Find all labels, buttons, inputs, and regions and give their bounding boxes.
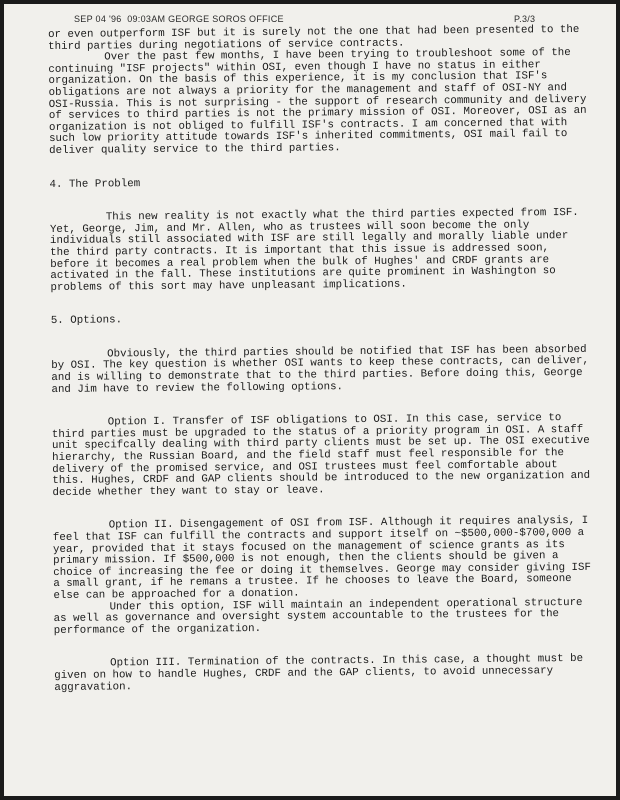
paragraph-options-intro: Obviously, the third parties should be notified that ISF has been absorbed by OSI. The key question is whether OSI wants to keep these contracts, can deliver, and is willing to demonstrate that to the third parties. Before doing this, George and Jim have to review the following options. — [51, 343, 590, 396]
section-heading-options: 5. Options. — [50, 314, 123, 328]
letter-body — [48, 25, 594, 694]
fax-header-sender: SEP 04 '96 09:03AM GEORGE SOROS OFFICE — [74, 14, 284, 24]
section-heading-problem: 4. The Problem — [49, 177, 141, 191]
paragraph-option-two: Option II. Disengagement of OSI from ISF. Although it requires analysis, I feel that ISF can fulfill the contracts and support itself on ~$500,000-$700,000 a year, provided that it stays focused on the management of science grants as its primary mission. If $500,000 is not enough, then the clients should be given a choice of increasing the fee or doing it themselves. George may consider giving ISF a small grant, if he remans a trustee. If he chooses to leave the Board, someone else can be approached for a donation. — [52, 515, 592, 602]
paragraph-problem: This new reality is not exactly what the third parties expected from ISF. Yet, George, Jim, and Mr. Allen, who as trustees will soon become the only individuals still associated with ISF are still legally and morally liable under the third party contracts. It is important that this issue is addressed soon, before it becomes a real problem when the bulk of Hughes' and CRDF grants are activated in the fall. These institutions are quite prominent in Washington so problems of this sort may have unpleasant implications. — [49, 207, 579, 294]
paragraph-troubleshoot: Over the past few months, I have been trying to troubleshoot some of the continuing "ISF projects" within OSI, even though I have no status in either organization. On the basis of this experience, it is my conclusion that ISF's obligations are not always a priority for the management and staff of OSI-NY and OSI-Russia. This is not surprising - the support of research community and delivery of services to third parties is not the primary mission of OSI. Moreover, OSI as an organization is not obliged to fulfill ISF's contracts. I am concerned that with such low priority attitude towards ISF's inherited commitments, OSI mail fail to deliver quality service to the third parties. — [48, 47, 587, 157]
paragraph-continuation: or even outperform ISF but it is surely not the one that had been presented to the third parties during negotiations of service contracts. — [47, 23, 580, 53]
paragraph-option-one: Option I. Transfer of ISF obligations to OSI. In this case, service to third parties must be upgraded to the status of a priority program in OSI. A staff unit specifcally dealing with third party clients must be set up. The OSI executive hierarchy, the Russian Board, and the field staff must feel responsible for the delivery of the promised service, and OSI trustees must feel comfortable about this. Hughes, CRDF and GAP clients should be introduced to the new organization and decide whether they want to stay or leave. — [51, 412, 591, 499]
fax-page — [4, 4, 616, 796]
paragraph-option-three: Option III. Termination of the contracts. In this case, a thought must be given on how to handle Hughes, CRDF and the GAP clients, to avoid unnecessary aggravation. — [54, 653, 584, 694]
fax-header-page-number: P.3/3 — [514, 14, 536, 24]
paragraph-option-two-continued: Under this option, ISF will maintain an independent operational structure as well as governance and oversight system accountable to the trustees for the performance of the organization. — [53, 596, 583, 637]
